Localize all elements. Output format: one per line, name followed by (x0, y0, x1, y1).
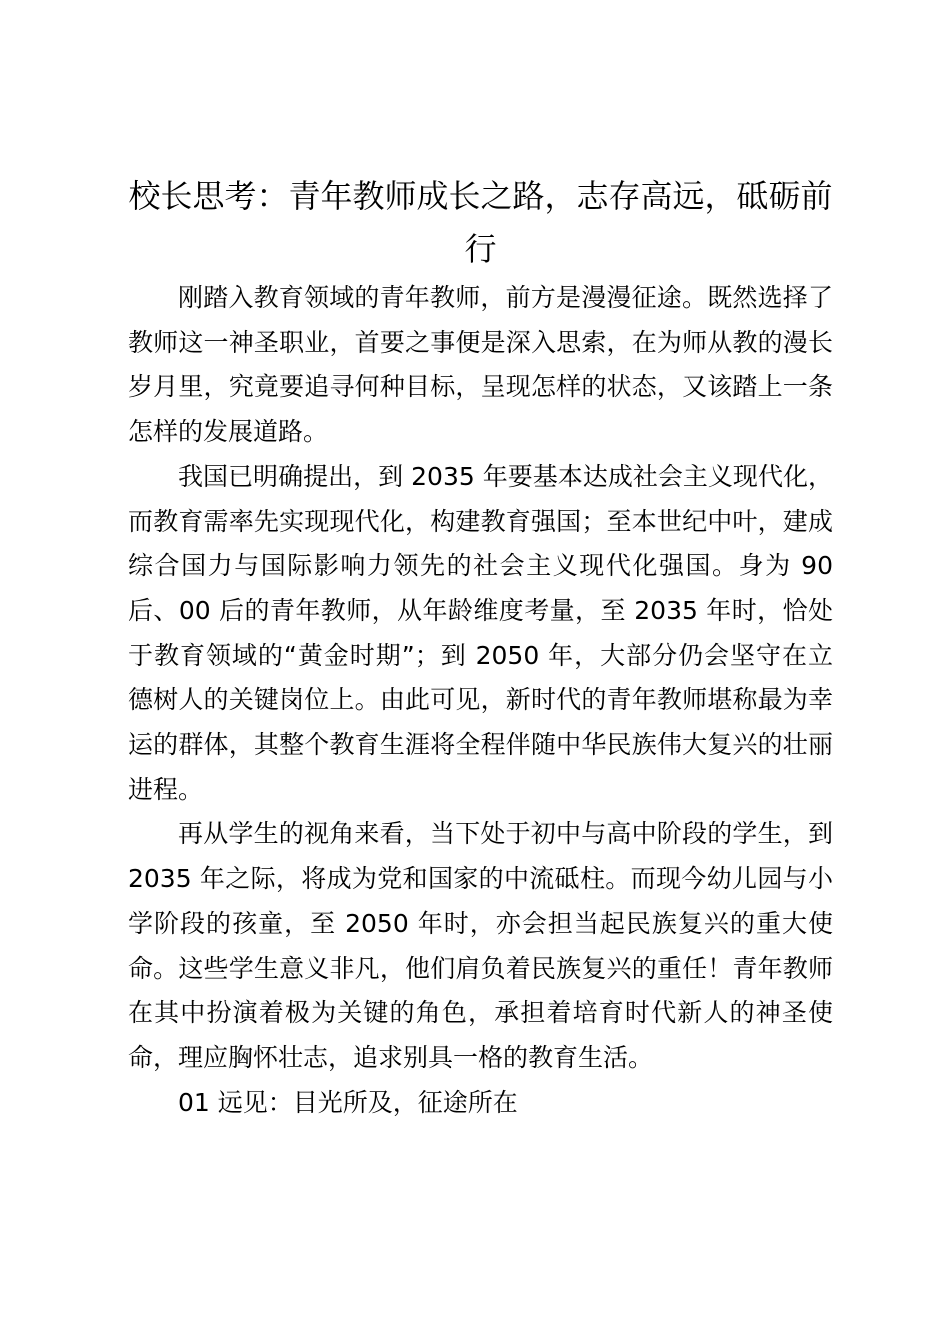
paragraph-intro: 刚踏入教育领域的青年教师，前方是漫漫征途。既然选择了教师这一神圣职业，首要之事便是深入思索，在为师从教的漫长岁月里，究竟要追寻何种目标，呈现怎样的状态，又该踏上一条怎样的发展道路。 (128, 283, 833, 447)
paragraph-student-perspective: 再从学生的视角来看，当下处于初中与高中阶段的学生，到 2035 年之际，将成为党和国家的中流砥柱。而现今幼儿园与小学阶段的孩童，至 2050 年时，亦会担当起民族复兴的重大使命。这些学生意义非凡，他们肩负着民族复兴的重任！青年教师在其中扮演着极为关键的角色，承担着培育时代新人的神圣使命，理应胸怀壮志，追求别具一格的教育生活。 (128, 819, 833, 1072)
paragraph-national-goals: 我国已明确提出，到 2035 年要基本达成社会主义现代化，而教育需率先实现现代化，构建教育强国；至本世纪中叶，建成综合国力与国际影响力领先的社会主义现代化强国。身为 90 后、00 后的青年教师，从年龄维度考量，至 2035 年时，恰处于教育领域的“黄金时期”；到 2050 年，大部分仍会坚守在立德树人的关键岗位上。由此可见，新时代的青年教师堪称最为幸运的群体，其整个教育生涯将全程伴随中华民族伟大复兴的壮丽进程。 (128, 461, 833, 804)
document-title: 校长思考：青年教师成长之路，志存高远，砥砺前行 (128, 177, 833, 268)
document-body (128, 170, 833, 1125)
section-heading: 01 远见：目光所及，征途所在 (178, 1087, 518, 1117)
